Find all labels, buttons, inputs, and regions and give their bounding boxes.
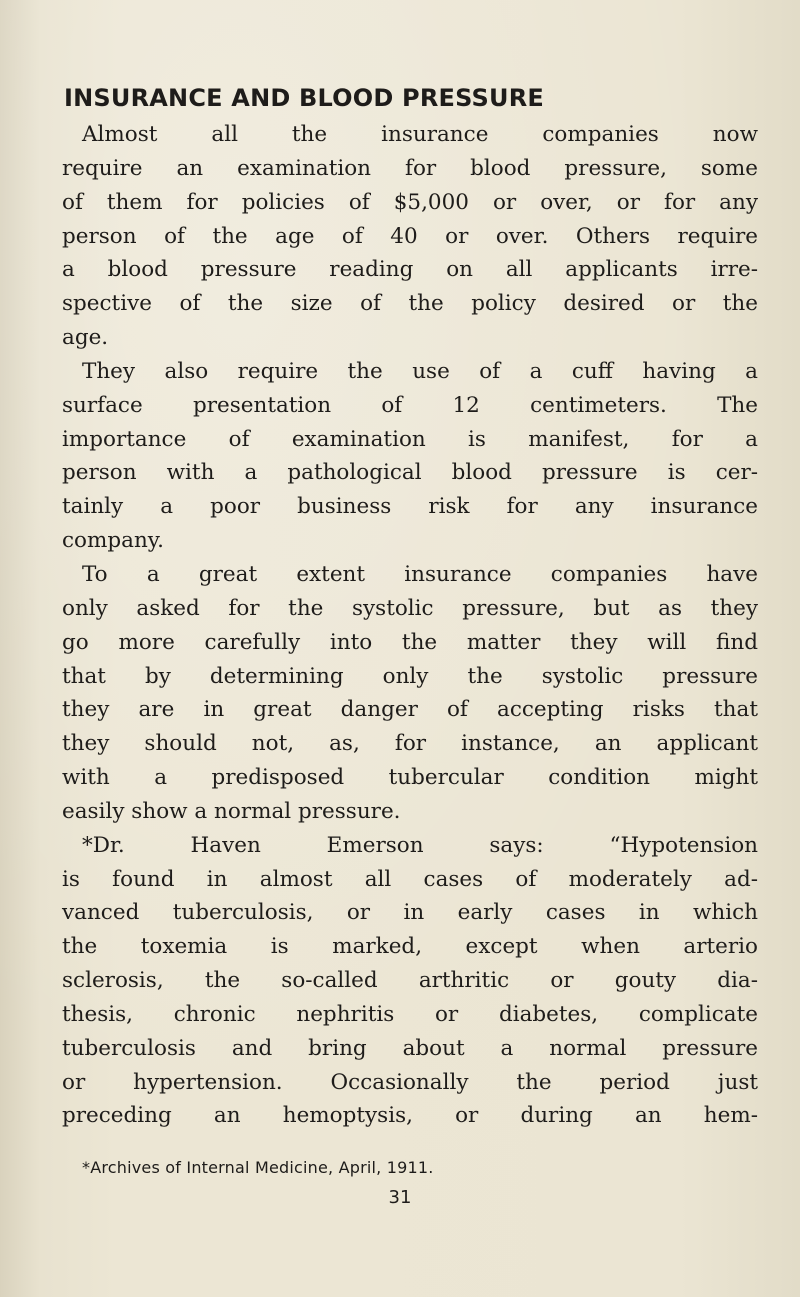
page-number: 31 <box>388 1187 412 1208</box>
text-line: *Dr. Haven Emerson says: “Hypotension <box>82 832 758 858</box>
text-line: preceding an hemoptysis, or during an hem- <box>62 1103 758 1129</box>
text-line: go more carefully into the matter they will find <box>62 629 758 655</box>
footnote: *Archives of Internal Medicine, April, 1911. <box>82 1158 434 1177</box>
text-line: require an examination for blood pressure, some <box>62 155 758 181</box>
text-line: vanced tuberculosis, or in early cases in which <box>62 900 758 926</box>
text-line: is found in almost all cases of moderately ad- <box>62 866 758 892</box>
text-line: To a great extent insurance companies have <box>82 561 758 587</box>
text-line: tainly a poor business risk for any insurance <box>62 494 758 520</box>
body-text <box>62 118 758 1133</box>
text-line: thesis, chronic nephritis or diabetes, complicate <box>62 1001 758 1027</box>
text-line: age. <box>62 325 109 351</box>
text-line: a blood pressure reading on all applicants irre- <box>62 257 758 283</box>
text-line: surface presentation of 12 centimeters. The <box>62 392 758 418</box>
text-line: Almost all the insurance companies now <box>82 122 758 147</box>
text-line: the toxemia is marked, except when arterio <box>62 934 758 960</box>
text-line: person with a pathological blood pressure is cer- <box>62 460 758 486</box>
text-line: they are in great danger of accepting risks that <box>62 697 758 723</box>
text-line: tuberculosis and bring about a normal pressure <box>62 1035 758 1061</box>
text-line: sclerosis, the so-called arthritic or gouty dia- <box>62 968 758 994</box>
text-line: with a predisposed tubercular condition might <box>62 765 758 791</box>
text-line: only asked for the systolic pressure, but as they <box>62 595 758 621</box>
text-line: spective of the size of the policy desired or the <box>62 291 758 317</box>
text-line: They also require the use of a cuff having a <box>82 358 758 384</box>
text-line: they should not, as, for instance, an applicant <box>62 731 758 757</box>
text-line: company. <box>62 528 164 554</box>
page-title: INSURANCE AND BLOOD PRESSURE <box>64 84 544 112</box>
text-line: person of the age of 40 or over. Others require <box>62 223 758 249</box>
text-line: that by determining only the systolic pressure <box>62 663 758 689</box>
text-line: importance of examination is manifest, for a <box>62 426 758 452</box>
text-line: of them for policies of $5,000 or over, or for any <box>62 189 758 215</box>
text-line: or hypertension. Occasionally the period just <box>62 1069 758 1095</box>
text-line: easily show a normal pressure. <box>62 798 401 824</box>
